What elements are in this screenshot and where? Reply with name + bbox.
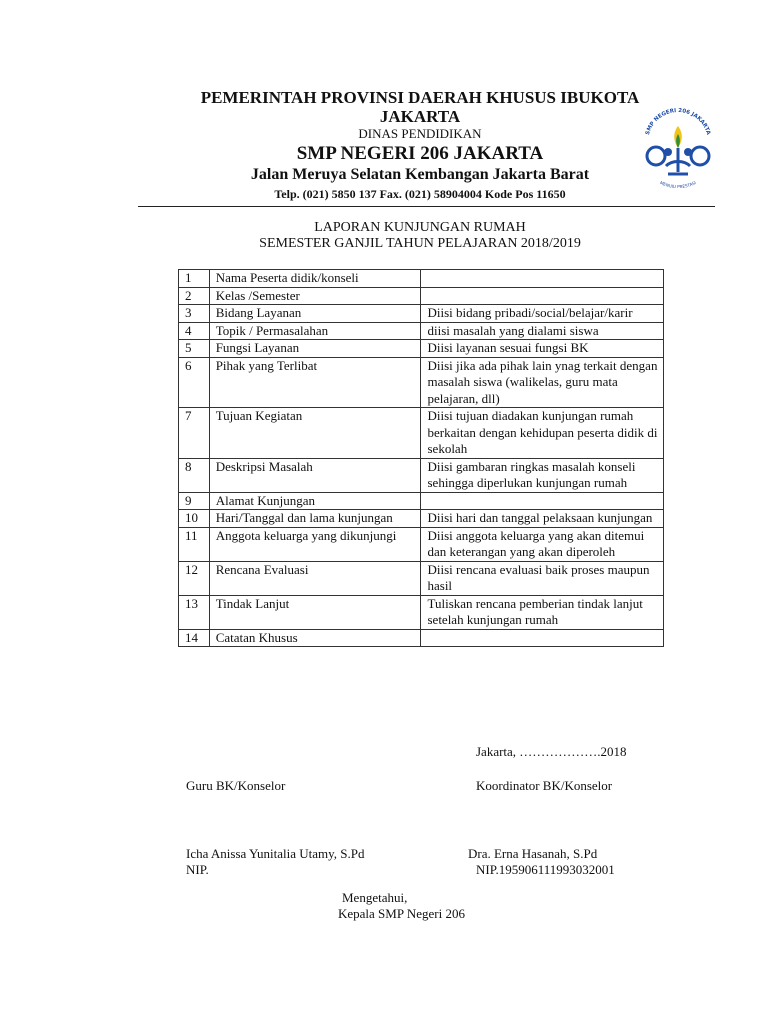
row-field-description (421, 629, 664, 647)
headmaster-role: Kepala SMP Negeri 206 (338, 906, 465, 921)
row-number: 3 (179, 305, 210, 323)
row-field-label: Tujuan Kegiatan (209, 408, 421, 459)
table-row (179, 561, 664, 595)
row-number: 1 (179, 270, 210, 288)
table-row (179, 595, 664, 629)
table-row (179, 527, 664, 561)
row-field-description: Diisi hari dan tanggal pelaksaan kunjungan (421, 510, 664, 528)
header-divider (138, 206, 715, 207)
row-number: 9 (179, 492, 210, 510)
right-signer-role: Koordinator BK/Konselor (476, 778, 613, 793)
row-field-label: Tindak Lanjut (209, 595, 421, 629)
right-signer-name: Dra. Erna Hasanah, S.Pd (468, 846, 598, 861)
row-number: 5 (179, 340, 210, 358)
header-government (150, 88, 690, 126)
row-field-label: Deskripsi Masalah (209, 458, 421, 492)
row-field-description: Diisi bidang pribadi/social/belajar/karir (421, 305, 664, 323)
table-row (179, 492, 664, 510)
row-field-description (421, 287, 664, 305)
left-signer-role: Guru BK/Konselor (186, 778, 286, 793)
visit-report-table (178, 269, 664, 647)
table-row (179, 510, 664, 528)
row-field-label: Hari/Tanggal dan lama kunjungan (209, 510, 421, 528)
row-number: 10 (179, 510, 210, 528)
row-field-description (421, 492, 664, 510)
header-address: Jalan Meruya Selatan Kembangan Jakarta Barat (250, 166, 590, 183)
header-line2: JAKARTA (379, 107, 461, 126)
row-field-description: Diisi layanan sesuai fungsi BK (421, 340, 664, 358)
row-field-description: Diisi anggota keluarga yang akan ditemui dan keterangan yang akan diperoleh (421, 527, 664, 561)
table-row (179, 357, 664, 408)
row-number: 14 (179, 629, 210, 647)
row-number: 13 (179, 595, 210, 629)
row-field-label: Nama Peserta didik/konseli (209, 270, 421, 288)
header-school: SMP NEGERI 206 JAKARTA (296, 143, 544, 164)
table-row (179, 340, 664, 358)
acknowledge-label: Mengetahui, (342, 890, 408, 905)
logo-text-top: SMP NEGERI 206 JAKARTA (644, 108, 712, 136)
row-field-description: diisi masalah yang dialami siswa (421, 322, 664, 340)
row-field-label: Alamat Kunjungan (209, 492, 421, 510)
row-field-label: Anggota keluarga yang dikunjungi (209, 527, 421, 561)
report-title: LAPORAN KUNJUNGAN RUMAH (314, 220, 526, 235)
logo-text-bottom: MENUJU PRESTASI (659, 180, 697, 188)
table-row (179, 322, 664, 340)
row-number: 12 (179, 561, 210, 595)
row-field-label: Fungsi Layanan (209, 340, 421, 358)
row-field-label: Kelas /Semester (209, 287, 421, 305)
row-field-description: Diisi gambaran ringkas masalah konseli sehingga diperlukan kunjungan rumah (421, 458, 664, 492)
table-row (179, 458, 664, 492)
row-field-label: Pihak yang Terlibat (209, 357, 421, 408)
row-number: 6 (179, 357, 210, 408)
header-contact: Telp. (021) 5850 137 Fax. (021) 58904004 Kode Pos 11650 (274, 187, 566, 201)
row-field-description: Diisi tujuan diadakan kunjungan rumah berkaitan dengan kehidupan peserta didik di sekolah (421, 408, 664, 459)
row-field-label: Bidang Layanan (209, 305, 421, 323)
right-signer-nip: NIP.195906111993032001 (476, 862, 615, 877)
row-field-description: Diisi jika ada pihak lain ynag terkait dengan masalah siswa (walikelas, guru mata pelajaran, dll) (421, 357, 664, 408)
place-date: Jakarta, ……………….2018 (476, 744, 627, 759)
left-signer-nip: NIP. (186, 862, 209, 877)
row-number: 2 (179, 287, 210, 305)
table-row (179, 287, 664, 305)
svg-text:MENUJU PRESTASI (659, 180, 697, 188)
table-row (179, 408, 664, 459)
row-number: 4 (179, 322, 210, 340)
row-field-description: Tuliskan rencana pemberian tindak lanjut setelah kunjungan rumah (421, 595, 664, 629)
row-field-description (421, 270, 664, 288)
table-row (179, 270, 664, 288)
row-field-label: Rencana Evaluasi (209, 561, 421, 595)
header-dept: DINAS PENDIDIKAN (358, 126, 482, 141)
table-row (179, 629, 664, 647)
school-logo (638, 108, 718, 188)
left-signer-name: Icha Anissa Yunitalia Utamy, S.Pd (186, 846, 365, 861)
row-number: 8 (179, 458, 210, 492)
row-field-label: Topik / Permasalahan (209, 322, 421, 340)
row-number: 11 (179, 527, 210, 561)
table-row (179, 305, 664, 323)
row-field-description: Diisi rencana evaluasi baik proses maupun hasil (421, 561, 664, 595)
row-number: 7 (179, 408, 210, 459)
header-line1: PEMERINTAH PROVINSI DAERAH KHUSUS IBUKOTA (200, 88, 640, 107)
report-subtitle: SEMESTER GANJIL TAHUN PELAJARAN 2018/2019 (259, 236, 581, 251)
row-field-label: Catatan Khusus (209, 629, 421, 647)
